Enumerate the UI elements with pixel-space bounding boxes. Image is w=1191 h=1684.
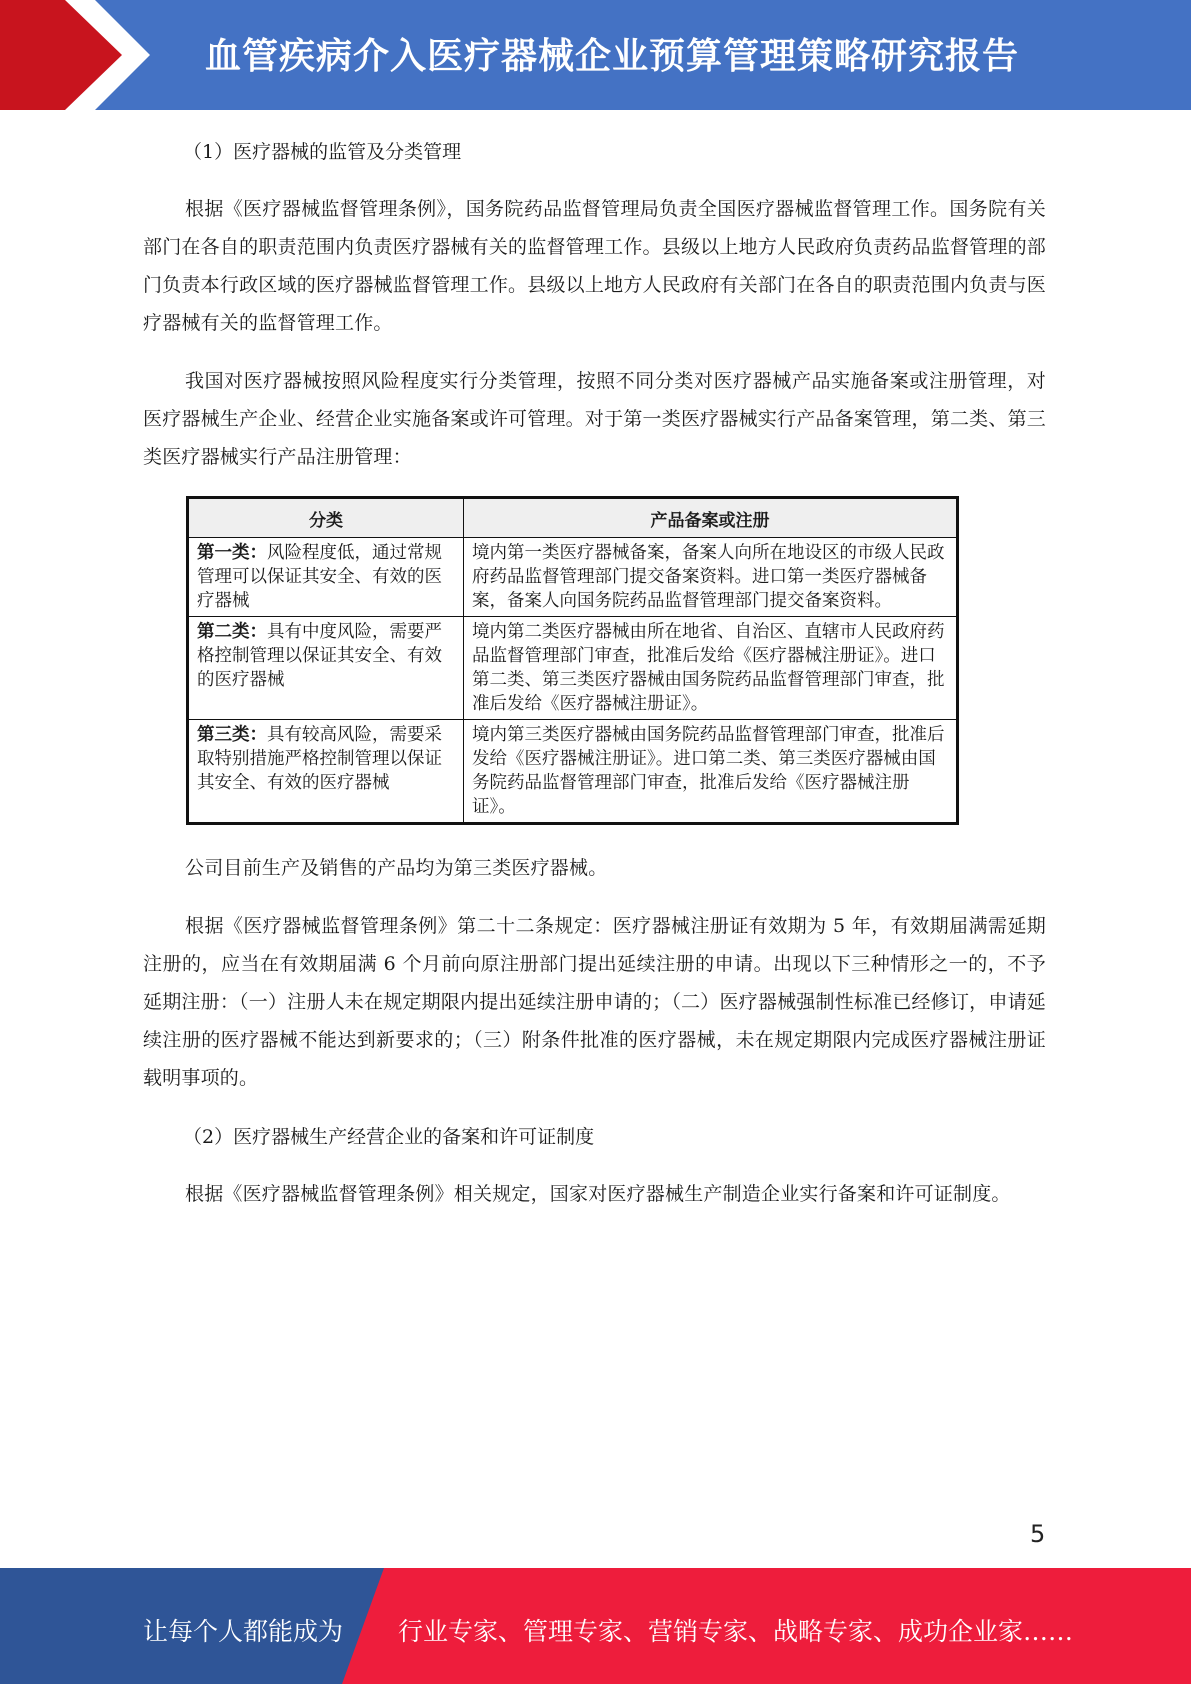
paragraph-regulation-authority: 根据《医疗器械监督管理条例》，国务院药品监督管理局负责全国医疗器械监督管理工作。国务院有关部门在各自的职责范围内负责医疗器械有关的监督管理工作。县级以上地方人民政府负责药品监督管理的部门负责本行政区域的医疗器械监督管理工作。县级以上地方人民政府有关部门在各自的职责范围内负责与医疗器械有关的监督管理工作。 <box>143 198 1046 334</box>
table-header-row <box>188 498 958 538</box>
header-banner <box>0 0 1191 110</box>
section-heading-regulation: （1）医疗器械的监管及分类管理 <box>183 141 462 163</box>
table-cell-category <box>188 617 464 720</box>
footer-slogan-left: 让每个人都能成为 <box>143 1617 344 1646</box>
paragraph-classification: 我国对医疗器械按照风险程度实行分类管理，按照不同分类对医疗器械产品实施备案或注册管理，对医疗器械生产企业、经营企业实施备案或许可管理。对于第一类医疗器械实行产品备案管理，第二类、第三类医疗器械实行产品注册管理： <box>143 370 1046 468</box>
footer-slogan-right: 行业专家、管理专家、营销专家、战略专家、成功企业家…… <box>398 1617 1074 1646</box>
footer-banner <box>0 1568 1191 1684</box>
paragraph-company-products: 公司目前生产及销售的产品均为第三类医疗器械。 <box>185 857 608 879</box>
table-row <box>188 617 958 720</box>
classification-table <box>186 496 959 825</box>
category-name: 第二类： <box>197 622 267 642</box>
page-number: 5 <box>1030 1520 1046 1548</box>
paragraph-registration-validity: 根据《医疗器械监督管理条例》第二十二条规定：医疗器械注册证有效期为 5 年，有效期届满需延期注册的，应当在有效期届满 6 个月前向原注册部门提出延续注册的申请。出现以下三种情形之一的，不予延期注册：（一）注册人未在规定期限内提出延续注册申请的；（二）医疗器械强制性标准已经修订，申请延续注册的医疗器械不能达到新要求的；（三）附条件批准的医疗器械，未在规定期限内完成医疗器械注册证载明事项的。 <box>143 915 1046 1089</box>
page-content <box>143 132 1046 1233</box>
table-row <box>188 538 958 617</box>
category-description: 具有中度风险，需要严格控制管理以保证其安全、有效的医疗器械 <box>197 622 442 690</box>
table-cell-category <box>188 720 464 824</box>
table-cell-registration: 境内第二类医疗器械由所在地省、自治区、直辖市人民政府药品监督管理部门审查，批准后发给《医疗器械注册证》。进口第二类、第三类医疗器械由国务院药品监督管理部门审查，批准后发给《医疗器械注册证》。 <box>464 617 958 720</box>
category-name: 第一类： <box>197 543 267 563</box>
classification-table-wrapper <box>186 496 1046 825</box>
table-cell-registration: 境内第三类医疗器械由国务院药品监督管理部门审查，批准后发给《医疗器械注册证》。进口第二类、第三类医疗器械由国务院药品监督管理部门审查，批准后发给《医疗器械注册证》。 <box>464 720 958 824</box>
category-name: 第三类： <box>197 725 267 745</box>
category-description: 具有较高风险，需要采取特别措施严格控制管理以保证其安全、有效的医疗器械 <box>197 725 442 793</box>
table-cell-category <box>188 538 464 617</box>
table-row <box>188 720 958 824</box>
category-description: 风险程度低，通过常规管理可以保证其安全、有效的医疗器械 <box>197 543 442 611</box>
paragraph-licensing: 根据《医疗器械监督管理条例》相关规定，国家对医疗器械生产制造企业实行备案和许可证制度。 <box>185 1183 1011 1205</box>
table-header-registration: 产品备案或注册 <box>464 498 958 538</box>
table-header-category: 分类 <box>188 498 464 538</box>
section-heading-licensing: （2）医疗器械生产经营企业的备案和许可证制度 <box>183 1126 595 1148</box>
table-cell-registration: 境内第一类医疗器械备案，备案人向所在地设区的市级人民政府药品监督管理部门提交备案资料。进口第一类医疗器械备案，备案人向国务院药品监督管理部门提交备案资料。 <box>464 538 958 617</box>
report-title: 血管疾病介入医疗器械企业预算管理策略研究报告 <box>205 36 1020 77</box>
